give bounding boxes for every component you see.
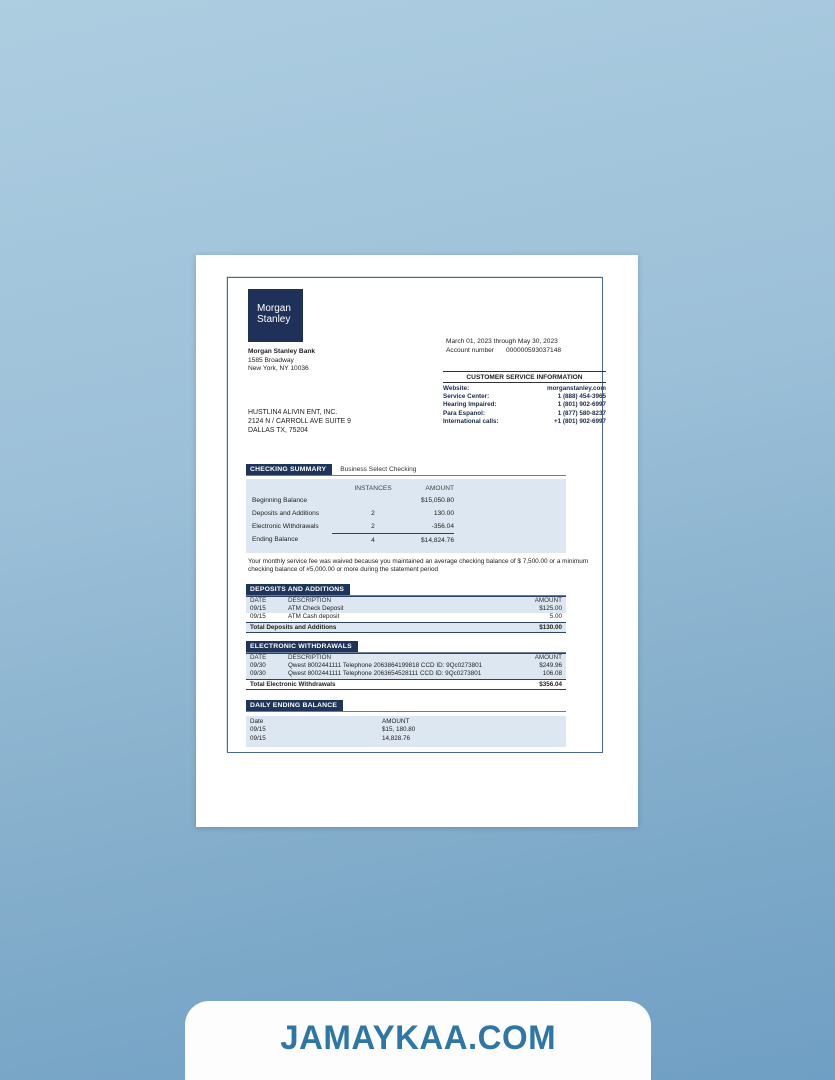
cs-row-service-center xyxy=(443,393,606,401)
bank-statement-page xyxy=(196,255,638,827)
account-number-row xyxy=(446,347,561,354)
bank-address xyxy=(248,348,315,374)
recipient-address xyxy=(248,409,351,435)
cs-value: 1 (801) 902-6997 xyxy=(557,401,606,409)
summary-row-withdrawals: Electronic Withdrawals 2 -356.04 xyxy=(252,522,454,530)
summary-header-row xyxy=(246,483,566,494)
summary-col-instances: INSTANCES xyxy=(354,484,392,492)
statement-border-frame xyxy=(227,277,606,753)
daily-column-headers: Date AMOUNT xyxy=(250,717,410,725)
morgan-stanley-logo xyxy=(248,289,303,342)
deposits-title: DEPOSITS AND ADDITIONS xyxy=(246,584,350,595)
checking-summary-panel xyxy=(246,479,566,553)
bank-name: Morgan Stanley Bank xyxy=(248,348,316,355)
bank-address-line2: New York, NY 10036 xyxy=(248,365,309,373)
fee-notice-line2: checking balance of #5,000.00 or more during the statement period xyxy=(248,566,439,574)
withdrawals-title: ELECTRONIC WITHDRAWALS xyxy=(246,641,358,652)
customer-service-title: CUSTOMER SERVICE INFORMATION xyxy=(443,371,606,383)
cs-row-para-espanol xyxy=(443,410,606,418)
table-row: 09/15 $15, 180.80 xyxy=(250,726,416,734)
daily-balance-header xyxy=(246,700,566,712)
cs-label: Service Center: xyxy=(443,393,490,401)
deposits-total-row: Total Deposits and Additions $130.00 xyxy=(246,623,566,633)
cs-label: International calls: xyxy=(443,417,499,425)
cs-row-website xyxy=(443,385,606,393)
checking-summary-header xyxy=(246,464,566,476)
cs-row-hearing-impaired xyxy=(443,401,606,409)
table-row: 09/30 Qwest 8002441111 Telephone 2063864199818 CCD ID: 9Qc0273801 $249.96 xyxy=(246,662,566,670)
account-number-value: 000000593037148 xyxy=(506,347,562,354)
fee-notice-line1: Your monthly service fee was waived because you maintained an average checking balance of $ 7,500.00 or a minimum xyxy=(248,558,589,565)
site-footer-card xyxy=(185,1001,651,1080)
table-row: 09/15 ATM Cash deposit 5.00 xyxy=(246,613,566,622)
table-row: 09/15 ATM Check Deposit $125.00 xyxy=(246,605,566,613)
site-name: JAMAYKAA.COM xyxy=(280,1019,556,1057)
daily-balance-panel xyxy=(246,716,566,748)
logo-line1: Morgan xyxy=(257,303,291,314)
withdrawals-total-row: Total Electronic Withdrawals $356.04 xyxy=(246,680,566,690)
cs-label: Hearing Impaired: xyxy=(443,401,497,409)
statement-period: March 01, 2023 through May 30, 2023 xyxy=(446,338,558,345)
account-number-label: Account number xyxy=(446,347,495,354)
daily-balance-section xyxy=(246,700,566,747)
recipient-street: 2124 N / CARROLL AVE SUITE 9 xyxy=(248,417,352,425)
checking-summary-section xyxy=(246,464,566,553)
bank-address-line1: 1585 Broadway xyxy=(248,356,294,364)
cs-value: +1 (801) 902-6997 xyxy=(554,417,606,425)
cs-value: morganstanley.com xyxy=(546,385,606,392)
checking-summary-subtitle: Business Select Checking xyxy=(340,465,417,473)
withdrawals-header xyxy=(246,641,566,653)
deposits-column-headers: DATE DESCRIPTION AMOUNT xyxy=(246,596,566,605)
summary-row-ending: Ending Balance 4 $14,824.76 xyxy=(246,533,566,547)
withdrawals-column-headers: DATE DESCRIPTION AMOUNT xyxy=(246,653,566,662)
daily-balance-title: DAILY ENDING BALANCE xyxy=(246,700,343,711)
summary-row-beginning: Beginning Balance $15,050.80 xyxy=(252,496,454,504)
customer-service-box xyxy=(443,371,606,426)
table-row: 09/15 14,828.76 xyxy=(250,734,411,742)
cs-label: Para Espanol: xyxy=(443,409,485,417)
summary-row-deposits: Deposits and Additions 2 130.00 xyxy=(252,509,454,517)
fee-waiver-notice xyxy=(248,558,588,574)
cs-value: 1 (877) 580-8237 xyxy=(557,409,606,417)
table-row: 09/30 Qwest 8002441111 Telephone 2063654528111 CCD ID: 9Qc0273801 106.08 xyxy=(246,670,566,679)
cs-row-international xyxy=(443,418,606,426)
checking-summary-title: CHECKING SUMMARY xyxy=(246,464,332,475)
recipient-name: HUSTLIN4 ALIVIN ENT, INC. xyxy=(248,409,338,416)
logo-line2: Stanley xyxy=(257,314,291,325)
deposits-header xyxy=(246,584,566,596)
withdrawals-section xyxy=(246,641,566,690)
deposits-section xyxy=(246,584,566,633)
cs-value: 1 (888) 454-3965 xyxy=(557,393,606,401)
summary-col-amount: AMOUNT xyxy=(425,484,454,492)
cs-label: Website: xyxy=(443,385,470,392)
recipient-city: DALLAS TX, 75204 xyxy=(248,426,309,434)
